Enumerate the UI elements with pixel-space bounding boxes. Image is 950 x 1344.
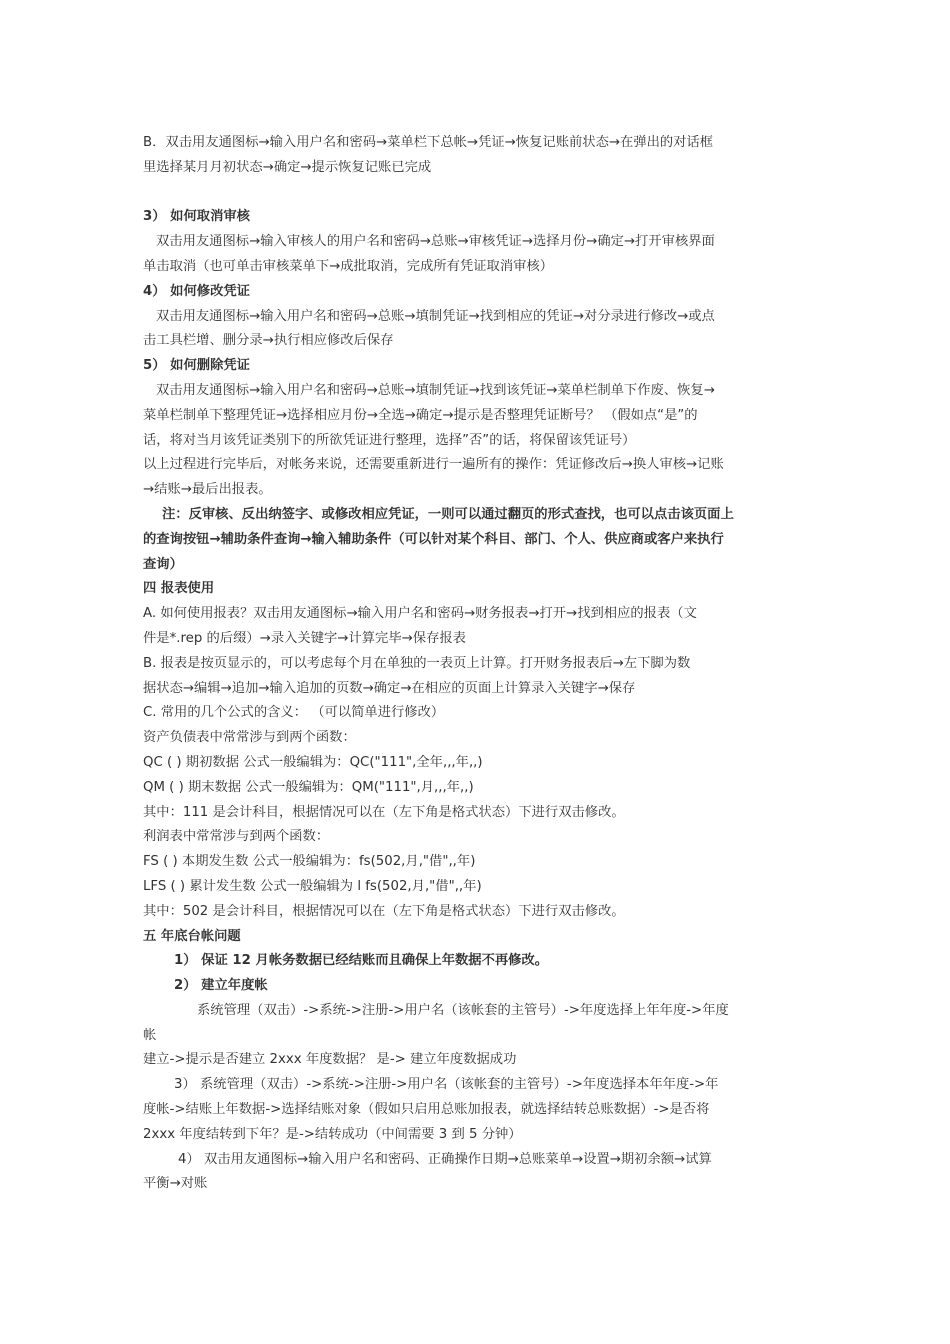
text-line: FS ( ) 本期发生数 公式一般编辑为：fs(502,月,"借",,年) — [143, 854, 476, 870]
text-line: B．双击用友通图标→输入用户名和密码→菜单栏下总帐→凭证→恢复记账前状态→在弹出的对话框 — [143, 135, 714, 150]
text-line: 4） 双击用友通图标→输入用户名和密码、正确操作日期→总账菜单→设置→期初余额→试算 — [178, 1151, 712, 1167]
heading-line: 五 年底台帐问题 — [143, 928, 241, 944]
text-line: A. 如何使用报表？双击用友通图标→输入用户名和密码→财务报表→打开→找到相应的报表（文 — [143, 606, 697, 622]
text-line: 击工具栏增、删分录→执行相应修改后保存 — [143, 333, 394, 349]
text-line: 里选择某月月初状态→确定→提示恢复记账已完成 — [143, 159, 432, 175]
text-line: 建立->提示是否建立 2xxx 年度数据？ 是-> 建立年度数据成功 — [143, 1052, 517, 1068]
text-line: 平衡→对账 — [143, 1176, 208, 1192]
heading-line: 注：反审核、反出纳签字、或修改相应凭证，一则可以通过翻页的形式查找，也可以点击该页面上 — [162, 506, 734, 522]
text-line: 双击用友通图标→输入审核人的用户名和密码→总账→审核凭证→选择月份→确定→打开审核界面 — [156, 234, 715, 250]
text-line: QM ( ) 期末数据 公式一般编辑为：QM("111",月,,,年,,) — [143, 779, 474, 795]
text-line: 件是*.rep 的后缀）→录入关键字→计算完毕→保存报表 — [143, 630, 466, 646]
heading-line: 4） 如何修改凭证 — [143, 283, 250, 299]
heading-line: 1） 保证 12 月帐务数据已经结账而且确保上年数据不再修改。 — [174, 953, 549, 969]
document-body — [143, 131, 783, 1197]
text-line: 菜单栏制单下整理凭证→选择相应月份→全选→确定→提示是否整理凭证断号？ （假如点“是”的 — [143, 407, 698, 423]
text-line: 单击取消（也可单击审核菜单下→成批取消，完成所有凭证取消审核） — [143, 258, 554, 274]
heading-line: 的查询按钮→辅助条件查询→输入辅助条件（可以针对某个科目、部门、个人、供应商或客户来执行 — [143, 531, 724, 547]
heading-line: 2） 建立年度帐 — [174, 978, 268, 994]
text-line: →结账→最后出报表。 — [143, 482, 272, 498]
text-line: 2xxx 年度结转到下年？是->结转成功（中间需要 3 到 5 分钟） — [143, 1126, 522, 1142]
text-line: 双击用友通图标→输入用户名和密码→总账→填制凭证→找到该凭证→菜单栏制单下作废、恢复→ — [156, 382, 715, 398]
text-line: 3） 系统管理（双击）->系统->注册->用户名（该帐套的主管号）->年度选择本年年度->年 — [174, 1077, 719, 1093]
text-line: 双击用友通图标→输入用户名和密码→总账→填制凭证→找到相应的凭证→对分录进行修改→或点 — [156, 308, 715, 324]
text-line: 资产负债表中常常涉与到两个函数： — [143, 730, 356, 746]
text-line: 利润表中常常涉与到两个函数： — [143, 829, 330, 845]
heading-line: 查询） — [143, 556, 183, 572]
text-line: LFS ( ) 累计发生数 公式一般编辑为 l fs(502,月,"借",,年) — [143, 878, 482, 894]
text-line — [143, 181, 783, 206]
heading-line: 3） 如何取消审核 — [143, 209, 250, 225]
text-line: 据状态→编辑→追加→输入追加的页数→确定→在相应的页面上计算录入关键字→保存 — [143, 680, 636, 696]
heading-line: 5） 如何删除凭证 — [143, 358, 250, 374]
text-line: 系统管理（双击）->系统->注册->用户名（该帐套的主管号）->年度选择上年年度->年度 — [197, 1002, 729, 1018]
text-line: QC ( ) 期初数据 公式一般编辑为：QC("111",全年,,,年,,) — [143, 754, 483, 770]
text-line: 度帐->结账上年数据->选择结账对象（假如只启用总账加报表，就选择结转总账数据）->是否将 — [143, 1102, 710, 1118]
text-line: 以上过程进行完毕后，对帐务来说，还需要重新进行一遍所有的操作：凭证修改后→换人审核→记账 — [143, 457, 724, 473]
text-line: 其中：502 是会计科目，根据情况可以在（左下角是格式状态）下进行双击修改。 — [143, 903, 625, 919]
text-line: 其中：111 是会计科目，根据情况可以在（左下角是格式状态）下进行双击修改。 — [143, 804, 625, 820]
text-line: 话，将对当月该凭证类别下的所欲凭证进行整理，选择”否”的话，将保留该凭证号） — [143, 432, 636, 448]
text-line: B. 报表是按页显示的，可以考虑每个月在单独的一表页上计算。打开财务报表后→左下脚为数 — [143, 655, 691, 671]
text-line: C. 常用的几个公式的含义： （可以简单进行修改） — [143, 705, 445, 721]
heading-line: 四 报表使用 — [143, 581, 215, 597]
text-line: 帐 — [143, 1027, 157, 1043]
